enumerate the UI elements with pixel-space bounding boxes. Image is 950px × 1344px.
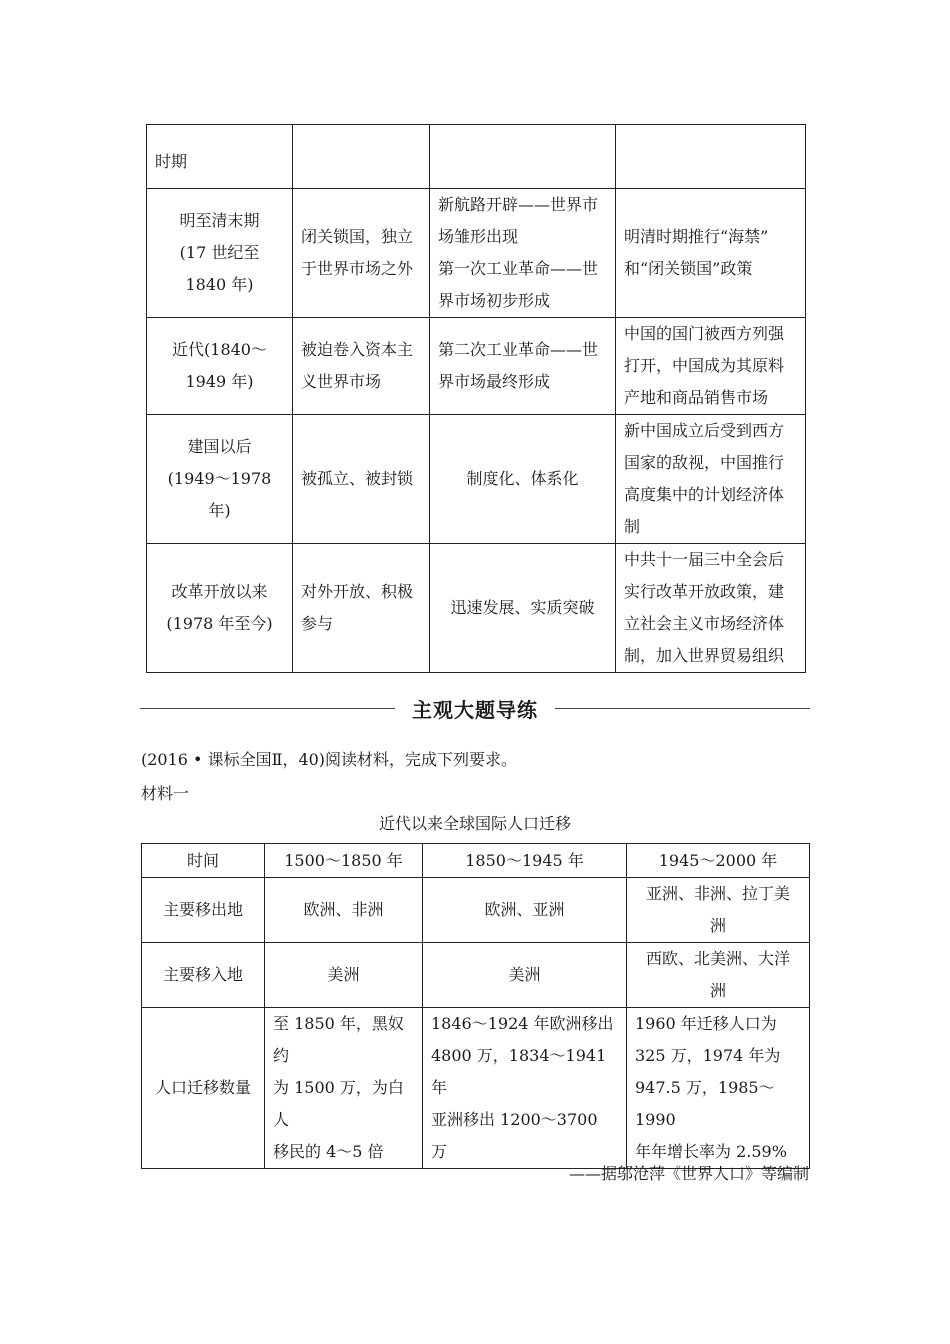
cell-period: [147, 415, 293, 544]
cell-line: 制度化、体系化: [466, 469, 579, 488]
table-caption: 近代以来全球国际人口迁移: [378, 814, 571, 833]
row-label: 人口迁移数量: [142, 1008, 265, 1169]
cell-line: 迅速发展、实质突破: [450, 598, 595, 617]
section-divider-left: [140, 708, 395, 709]
cell-line: 新中国成立后受到西方: [624, 421, 785, 440]
header-cell: [616, 125, 806, 189]
cell-world: [430, 318, 616, 415]
cell-world: [430, 415, 616, 544]
cell-line: 产地和商品销售市场: [624, 388, 769, 407]
cell-line: 制，加入世界贸易组织: [624, 646, 785, 665]
cell-c2: [423, 878, 627, 943]
cell-world: [430, 189, 616, 318]
cell-line: 立社会主义市场经济体: [624, 614, 785, 633]
cell-line: 欧洲、亚洲: [484, 900, 565, 919]
cell-line: 欧洲、非洲: [303, 900, 384, 919]
table-row: [147, 544, 806, 673]
header-cell: 1500～1850 年: [265, 844, 423, 878]
cell-line: 界市场最终形成: [438, 372, 551, 391]
cell-line: 参与: [301, 614, 334, 633]
cell-line: 325 万，1974 年为: [635, 1046, 781, 1065]
cell-c3: [627, 1008, 810, 1169]
cell-line: 第二次工业革命——世: [438, 340, 599, 359]
history-comparison-table: [146, 124, 806, 673]
row-label: 主要移出地: [142, 878, 265, 943]
cell-line: 国家的敌视，中国推行: [624, 453, 785, 472]
cell-line: 建国以后: [187, 437, 252, 456]
cell-line: 1846～1924 年欧洲移出: [431, 1014, 614, 1033]
cell-line: 闭关锁国，独立: [301, 227, 414, 246]
cell-period: [147, 318, 293, 415]
cell-line: 实行改革开放政策，建: [624, 582, 785, 601]
cell-line: 被孤立、被封锁: [301, 469, 414, 488]
material-label: 材料一: [141, 784, 190, 803]
section-divider-right: [555, 708, 810, 709]
cell-line: 改革开放以来: [171, 582, 268, 601]
cell-status: [293, 318, 430, 415]
cell-line: 中共十一届三中全会后: [624, 550, 785, 569]
cell-reason: [616, 544, 806, 673]
cell-line: 近代(1840～: [172, 340, 267, 359]
cell-c1: [265, 878, 423, 943]
cell-line: 被迫卷入资本主: [301, 340, 414, 359]
cell-status: [293, 415, 430, 544]
cell-line: 中国的国门被西方列强: [624, 324, 785, 343]
table-header-row: [147, 125, 806, 189]
table-header-row: [142, 844, 810, 878]
cell-line: 为 1500 万，为白人: [273, 1078, 404, 1129]
cell-line: 新航路开辟——世界市: [438, 195, 599, 214]
cell-line: 高度集中的计划经济体: [624, 485, 785, 504]
cell-line: 亚洲移出 1200～3700 万: [431, 1110, 598, 1161]
cell-line: 明至清末期: [179, 211, 260, 230]
header-cell: 1945～2000 年: [627, 844, 810, 878]
header-cell: [430, 125, 616, 189]
cell-line: 洲: [709, 981, 726, 1000]
cell-line: 和“闭关锁国”政策: [624, 259, 753, 278]
source-note: ——据邬沧萍《世界人口》等编制: [568, 1164, 809, 1183]
cell-line: 对外开放、积极: [301, 582, 414, 601]
cell-world: [430, 544, 616, 673]
table-row: [142, 878, 810, 943]
cell-c3: [627, 943, 810, 1008]
cell-c2: [423, 1008, 627, 1169]
cell-line: 947.5 万，1985～1990: [635, 1078, 775, 1129]
section-title: 主观大题导练: [412, 698, 538, 722]
cell-reason: [616, 189, 806, 318]
cell-c1: [265, 1008, 423, 1169]
cell-c3: [627, 878, 810, 943]
migration-table: [141, 843, 810, 1169]
cell-line: 亚洲、非洲、拉丁美: [645, 884, 790, 903]
question-text: (2016 • 课标全国Ⅱ，40)阅读材料，完成下列要求。: [141, 750, 518, 769]
table-row: [147, 318, 806, 415]
cell-line: 1949 年): [185, 372, 254, 391]
cell-line: 于世界市场之外: [301, 259, 414, 278]
cell-line: 界市场初步形成: [438, 291, 551, 310]
cell-line: 场雏形出现: [438, 227, 519, 246]
table-row: [147, 415, 806, 544]
cell-line: (17 世纪至: [179, 243, 260, 262]
cell-status: [293, 189, 430, 318]
cell-c2: [423, 943, 627, 1008]
cell-line: (1978 年至今): [166, 614, 273, 633]
header-cell: 时期: [147, 125, 293, 189]
header-cell: 时间: [142, 844, 265, 878]
cell-line: 美洲: [508, 965, 541, 984]
cell-line: 制: [624, 517, 641, 536]
cell-line: 打开，中国成为其原料: [624, 356, 785, 375]
table-row: [142, 1008, 810, 1169]
cell-reason: [616, 318, 806, 415]
table-row: [147, 189, 806, 318]
cell-period: [147, 189, 293, 318]
cell-line: 美洲: [327, 965, 360, 984]
cell-reason: [616, 415, 806, 544]
table-row: [142, 943, 810, 1008]
cell-c1: [265, 943, 423, 1008]
cell-line: 明清时期推行“海禁”: [624, 227, 769, 246]
cell-line: 4800 万，1834～1941 年: [431, 1046, 607, 1097]
cell-line: 至 1850 年，黑奴约: [273, 1014, 404, 1065]
cell-line: 第一次工业革命——世: [438, 259, 599, 278]
cell-line: 1960 年迁移人口为: [635, 1014, 777, 1033]
cell-status: [293, 544, 430, 673]
cell-line: 洲: [709, 916, 726, 935]
row-label: 主要移入地: [142, 943, 265, 1008]
cell-line: (1949～1978 年): [167, 469, 272, 520]
cell-line: 移民的 4～5 倍: [273, 1142, 384, 1161]
cell-line: 1840 年): [185, 275, 254, 294]
cell-line: 义世界市场: [301, 372, 382, 391]
header-cell: [293, 125, 430, 189]
cell-line: 西欧、北美洲、大洋: [645, 949, 790, 968]
header-cell: 1850～1945 年: [423, 844, 627, 878]
cell-period: [147, 544, 293, 673]
cell-line: 年年增长率为 2.59%: [635, 1142, 787, 1161]
